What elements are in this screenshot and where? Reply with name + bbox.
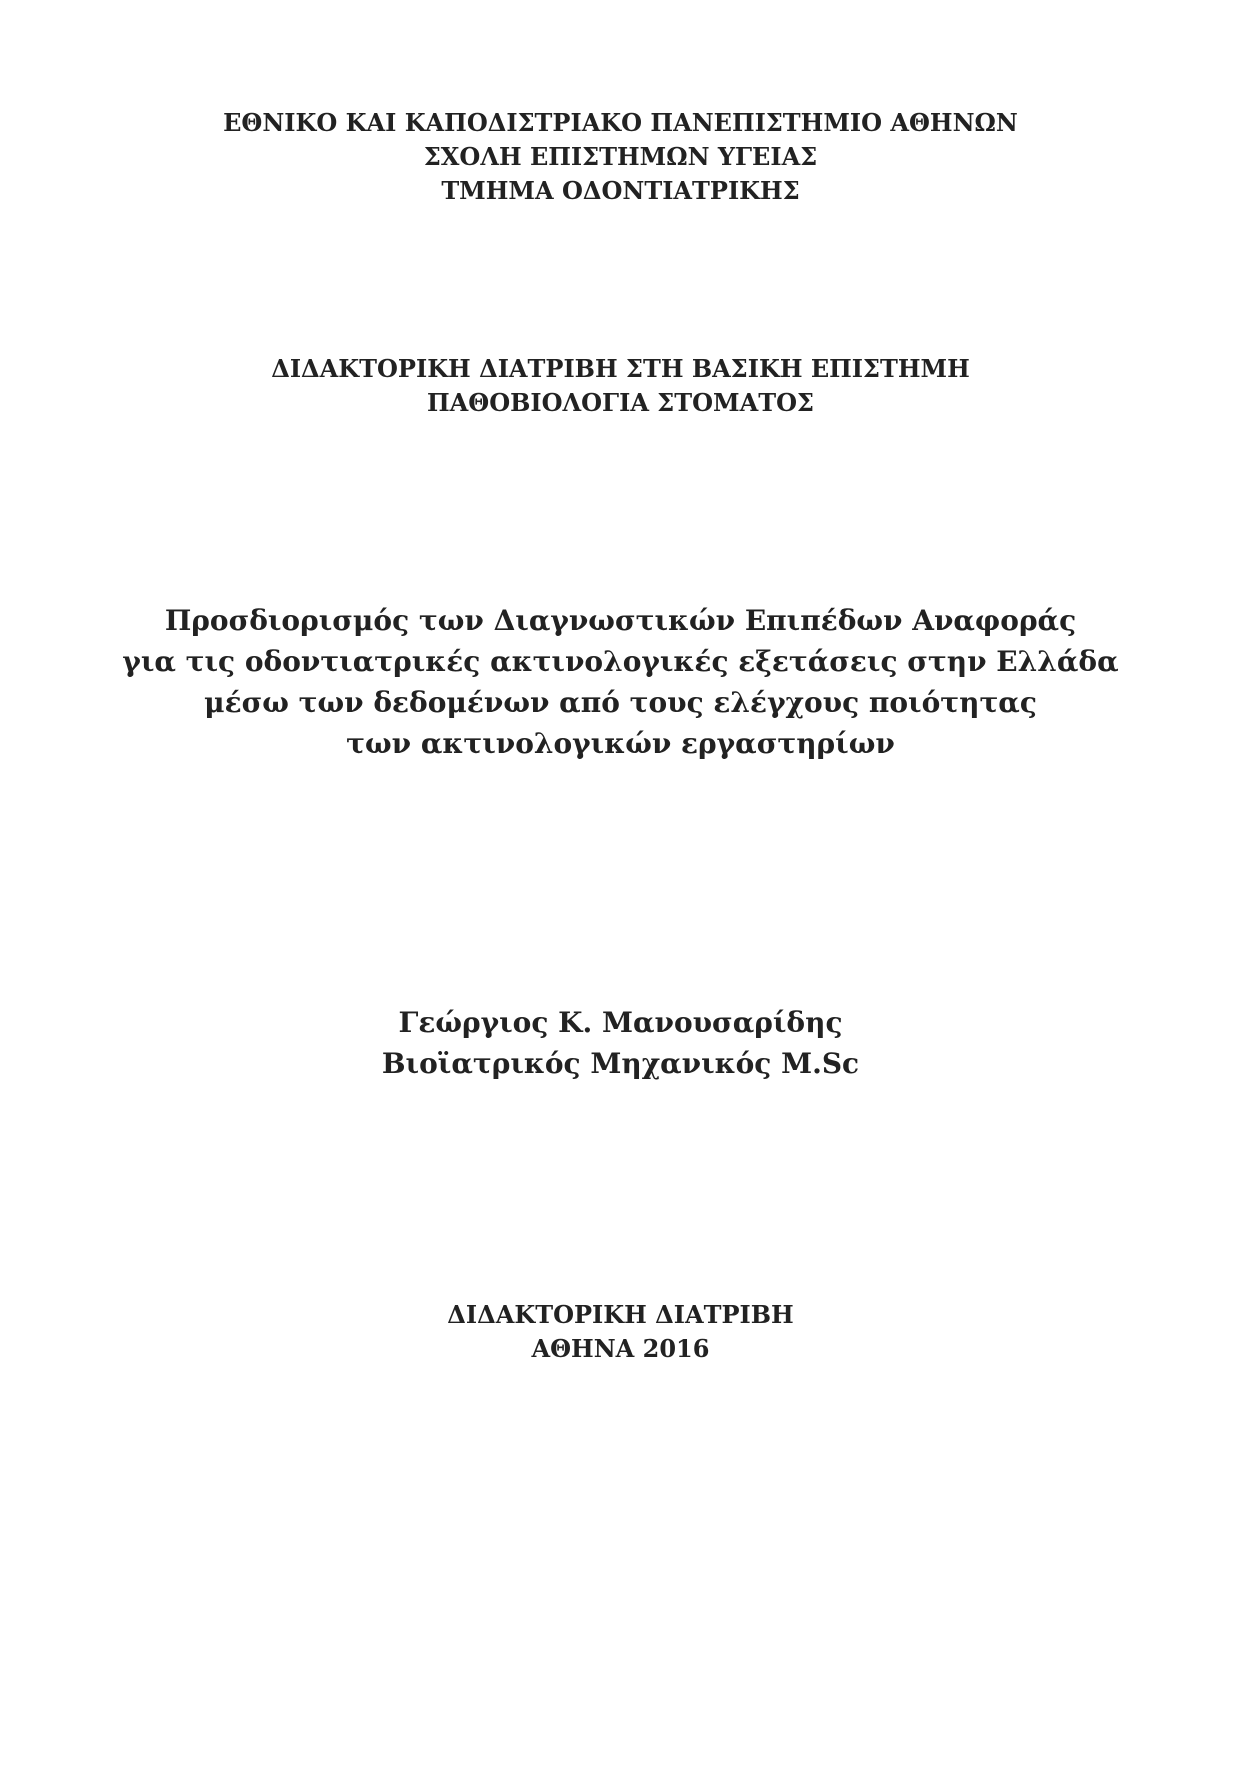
- dissertation-field-line-1: ΔΙΔΑΚΤΟΡΙΚΗ ΔΙΑΤΡΙΒΗ ΣΤΗ ΒΑΣΙΚΗ ΕΠΙΣΤΗΜΗ: [271, 354, 970, 383]
- thesis-title-line: για τις οδοντιατρικές ακτινολογικές εξετάσεις στην Ελλάδα: [122, 645, 1119, 678]
- thesis-title-line: μέσω των δεδομένων από τους ελέγχους ποιότητας: [204, 686, 1037, 719]
- document-type: ΔΙΔΑΚΤΟΡΙΚΗ ΔΙΑΤΡΙΒΗ: [447, 1300, 794, 1329]
- institution-header: [0, 106, 1241, 208]
- dissertation-field-line-2: ΠΑΘΟΒΙΟΛΟΓΙΑ ΣΤΟΜΑΤΟΣ: [427, 388, 814, 417]
- place-year: ΑΘΗΝΑ 2016: [531, 1334, 710, 1363]
- university-name: ΕΘΝΙΚΟ ΚΑΙ ΚΑΠΟΔΙΣΤΡΙΑΚΟ ΠΑΝΕΠΙΣΤΗΜΙΟ ΑΘΗΝΩΝ: [223, 108, 1018, 137]
- footer-block: [0, 1298, 1241, 1366]
- thesis-title-line: των ακτινολογικών εργαστηρίων: [346, 727, 895, 760]
- author-block: [0, 1002, 1241, 1084]
- thesis-title-line: Προσδιορισμός των Διαγνωστικών Επιπέδων Αναφοράς: [164, 604, 1077, 637]
- dissertation-field: [0, 352, 1241, 420]
- thesis-title: [0, 600, 1241, 764]
- author-credentials: Βιοϊατρικός Μηχανικός M.Sc: [381, 1047, 860, 1080]
- author-name: Γεώργιος Κ. Μανουσαρίδης: [398, 1006, 843, 1039]
- department-name: ΤΜΗΜΑ ΟΔΟΝΤΙΑΤΡΙΚΗΣ: [441, 176, 800, 205]
- school-name: ΣΧΟΛΗ ΕΠΙΣΤΗΜΩΝ ΥΓΕΙΑΣ: [423, 142, 818, 171]
